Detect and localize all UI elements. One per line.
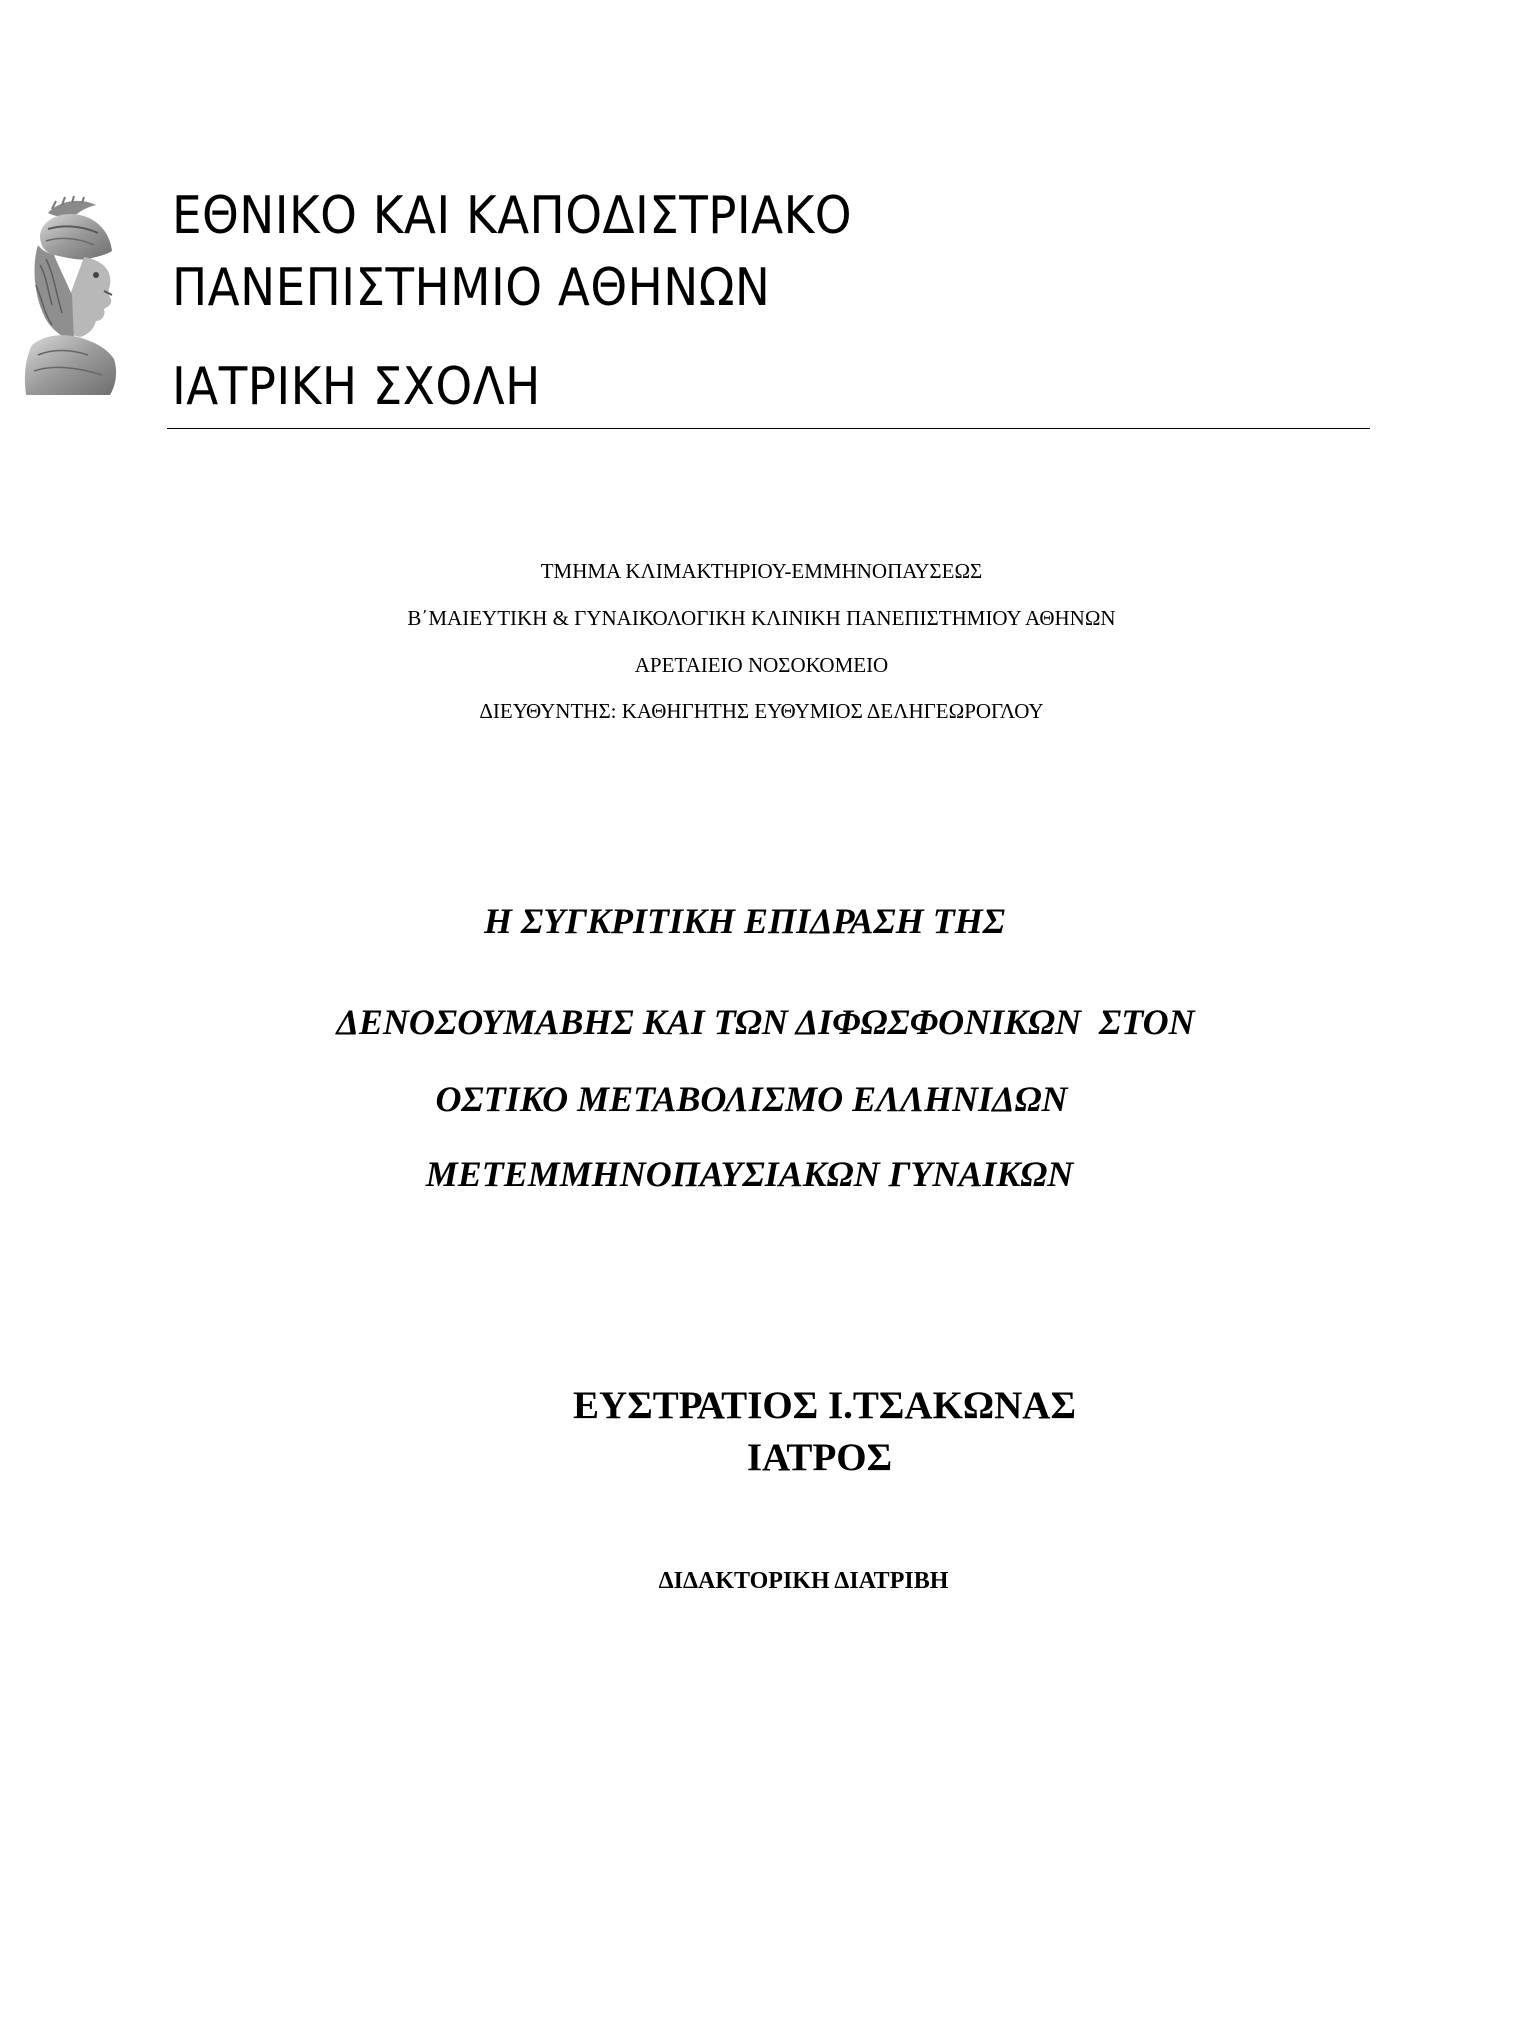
header-divider [167, 428, 1370, 429]
department-line-1: ΤΜΗΜΑ ΚΛΙΜΑΚΤΗΡΙΟΥ-ΕΜΜΗΝΟΠΑΥΣΕΩΣ [540, 559, 983, 583]
author-name: ΕΥΣΤΡΑΤΙΟΣ Ι.ΤΣΑΚΩΝΑΣ [573, 1384, 1076, 1427]
department-line-4: ΔΙΕΥΘΥΝΤΗΣ: ΚΑΘΗΓΗΤΗΣ ΕΥΘΥΜΙΟΣ ΔΕΛΗΓΕΩΡΟΓΛΟΥ [479, 699, 1044, 723]
author-profession: ΙΑΤΡΟΣ [746, 1436, 893, 1479]
thesis-title-line-4: ΜΕΤΕΜΜΗΝΟΠΑΥΣΙΑΚΩΝ ΓΥΝΑΙΚΩΝ [425, 1154, 1074, 1194]
athena-helmet-logo-icon [18, 195, 130, 395]
institution-name-line2: ΠΑΝΕΠΙΣΤΗΜΙΟ ΑΘΗΝΩΝ [172, 258, 771, 318]
document-type: ΔΙΔΑΚΤΟΡΙΚΗ ΔΙΑΤΡΙΒΗ [658, 1568, 949, 1594]
thesis-title-line-1: Η ΣΥΓΚΡΙΤΙΚΗ ΕΠΙΔΡΑΣΗ ΤΗΣ [484, 901, 1005, 941]
department-line-3: ΑΡΕΤΑΙΕΙΟ ΝΟΣΟΚΟΜΕΙΟ [634, 653, 889, 677]
thesis-title-line-3: ΟΣΤΙΚΟ ΜΕΤΑΒΟΛΙΣΜΟ ΕΛΛΗΝΙΔΩΝ [435, 1079, 1068, 1119]
thesis-title-line-2: ΔΕΝΟΣΟΥΜΑΒΗΣ ΚΑΙ ΤΩΝ ΔΙΦΩΣΦΟΝΙΚΩΝ ΣΤΟΝ [336, 1002, 1195, 1042]
school-name: ΙΑΤΡΙΚΗ ΣΧΟΛΗ [172, 357, 541, 417]
institution-name-line1: ΕΘΝΙΚΟ ΚΑΙ ΚΑΠΟΔΙΣΤΡΙΑΚΟ [172, 186, 853, 246]
department-line-2: Β΄ΜΑΙΕΥΤΙΚΗ & ΓΥΝΑΙΚΟΛΟΓΙΚΗ ΚΛΙΝΙΚΗ ΠΑΝΕΠΙΣΤΗΜΙΟΥ ΑΘΗΝΩΝ [407, 606, 1116, 630]
